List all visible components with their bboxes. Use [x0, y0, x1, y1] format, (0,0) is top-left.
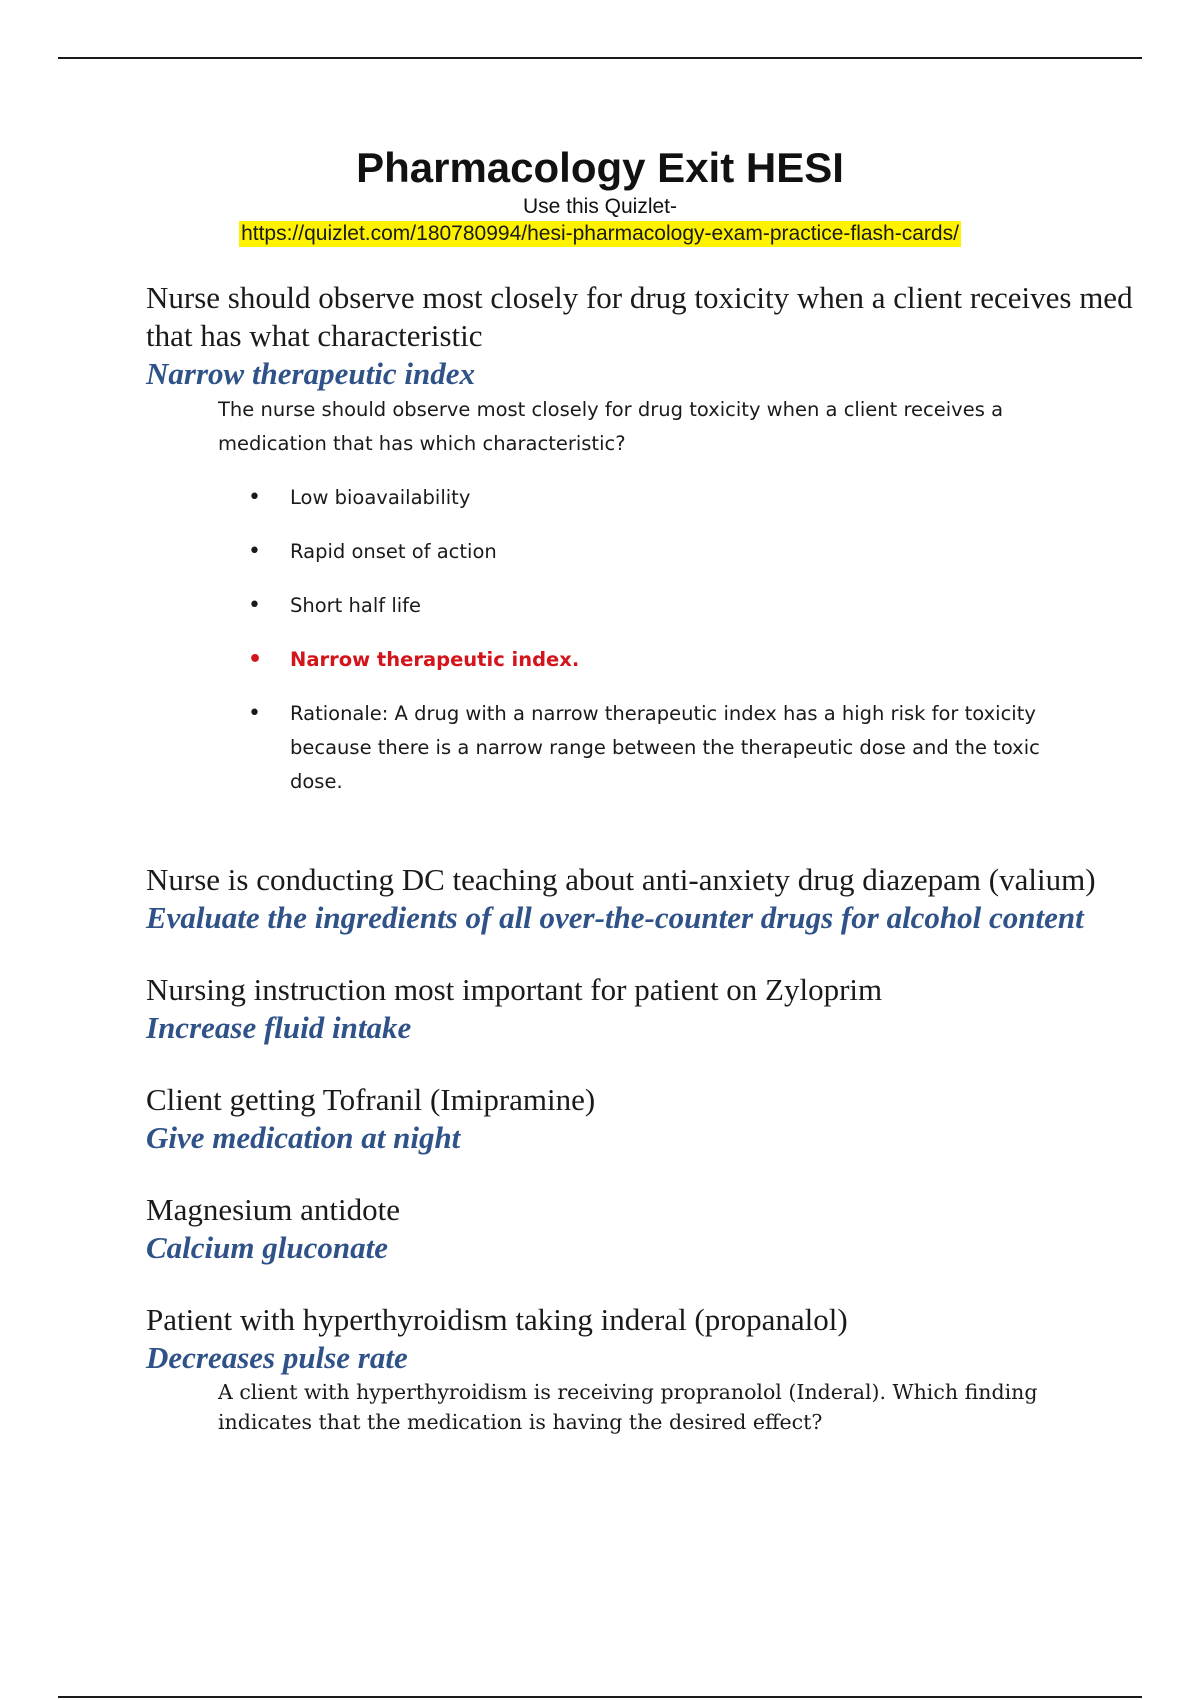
- rationale-text: Rationale: A drug with a narrow therapeutic index has a high risk for toxicity because there is a narrow range between the therapeutic dose and the toxic dose.: [290, 702, 1040, 793]
- option-text: Rapid onset of action: [290, 540, 497, 563]
- rationale-item: [218, 697, 1078, 799]
- answer-text: Evaluate the ingredients of all over-the-counter drugs for alcohol content: [146, 900, 1084, 935]
- question-text: Nursing instruction most important for patient on Zyloprim: [146, 972, 883, 1007]
- subtitle: Use this Quizlet-: [522, 195, 678, 218]
- list-item: [218, 481, 1078, 515]
- bullet-icon: •: [248, 647, 263, 672]
- list-item: [218, 589, 1078, 623]
- question-text: Patient with hyperthyroidism taking inderal (propanalol): [146, 1302, 848, 1337]
- bullet-icon: •: [248, 485, 261, 510]
- qa-item: [146, 971, 1136, 1047]
- qa-item: [146, 1191, 1136, 1267]
- question-detail: [218, 1377, 1098, 1437]
- question-text: Magnesium antidote: [146, 1192, 400, 1227]
- qa-item: [146, 1301, 1136, 1437]
- qa-item: [146, 279, 1136, 799]
- answer-text: Increase fluid intake: [146, 1010, 412, 1045]
- options-list: [218, 481, 1078, 799]
- top-rule: [58, 57, 1142, 59]
- answer-text: Give medication at night: [146, 1120, 461, 1155]
- question-detail: [218, 393, 1078, 799]
- document-header: [0, 142, 1200, 247]
- detail-text: The nurse should observe most closely for drug toxicity when a client receives a medication that has which characteristic?: [218, 398, 1004, 455]
- question-text: Nurse is conducting DC teaching about anti-anxiety drug diazepam (valium): [146, 862, 1096, 897]
- qa-item: [146, 861, 1136, 937]
- answer-text: Narrow therapeutic index: [146, 356, 475, 391]
- bullet-icon: •: [248, 593, 261, 618]
- detail-text: A client with hyperthyroidism is receiving propranolol (Inderal). Which finding indicates that the medication is having the desired effect?: [218, 1380, 1038, 1434]
- option-text: Narrow therapeutic index.: [290, 648, 580, 671]
- answer-text: Calcium gluconate: [146, 1230, 388, 1265]
- option-text: Low bioavailability: [290, 486, 471, 509]
- question-text: Client getting Tofranil (Imipramine): [146, 1082, 596, 1117]
- correct-option: [218, 643, 1078, 677]
- document-body: [146, 279, 1136, 1437]
- bullet-icon: •: [248, 539, 261, 564]
- qa-item: [146, 1081, 1136, 1157]
- page-title: Pharmacology Exit HESI: [356, 144, 844, 191]
- quizlet-link[interactable]: https://quizlet.com/180780994/hesi-pharmacology-exam-practice-flash-cards/: [241, 222, 959, 245]
- list-item: [218, 535, 1078, 569]
- question-text: Nurse should observe most closely for drug toxicity when a client receives med that has what characteristic: [146, 280, 1133, 353]
- answer-text: Decreases pulse rate: [146, 1340, 408, 1375]
- option-text: Short half life: [290, 594, 422, 617]
- bottom-rule: [58, 1696, 1142, 1698]
- bullet-icon: •: [248, 701, 261, 726]
